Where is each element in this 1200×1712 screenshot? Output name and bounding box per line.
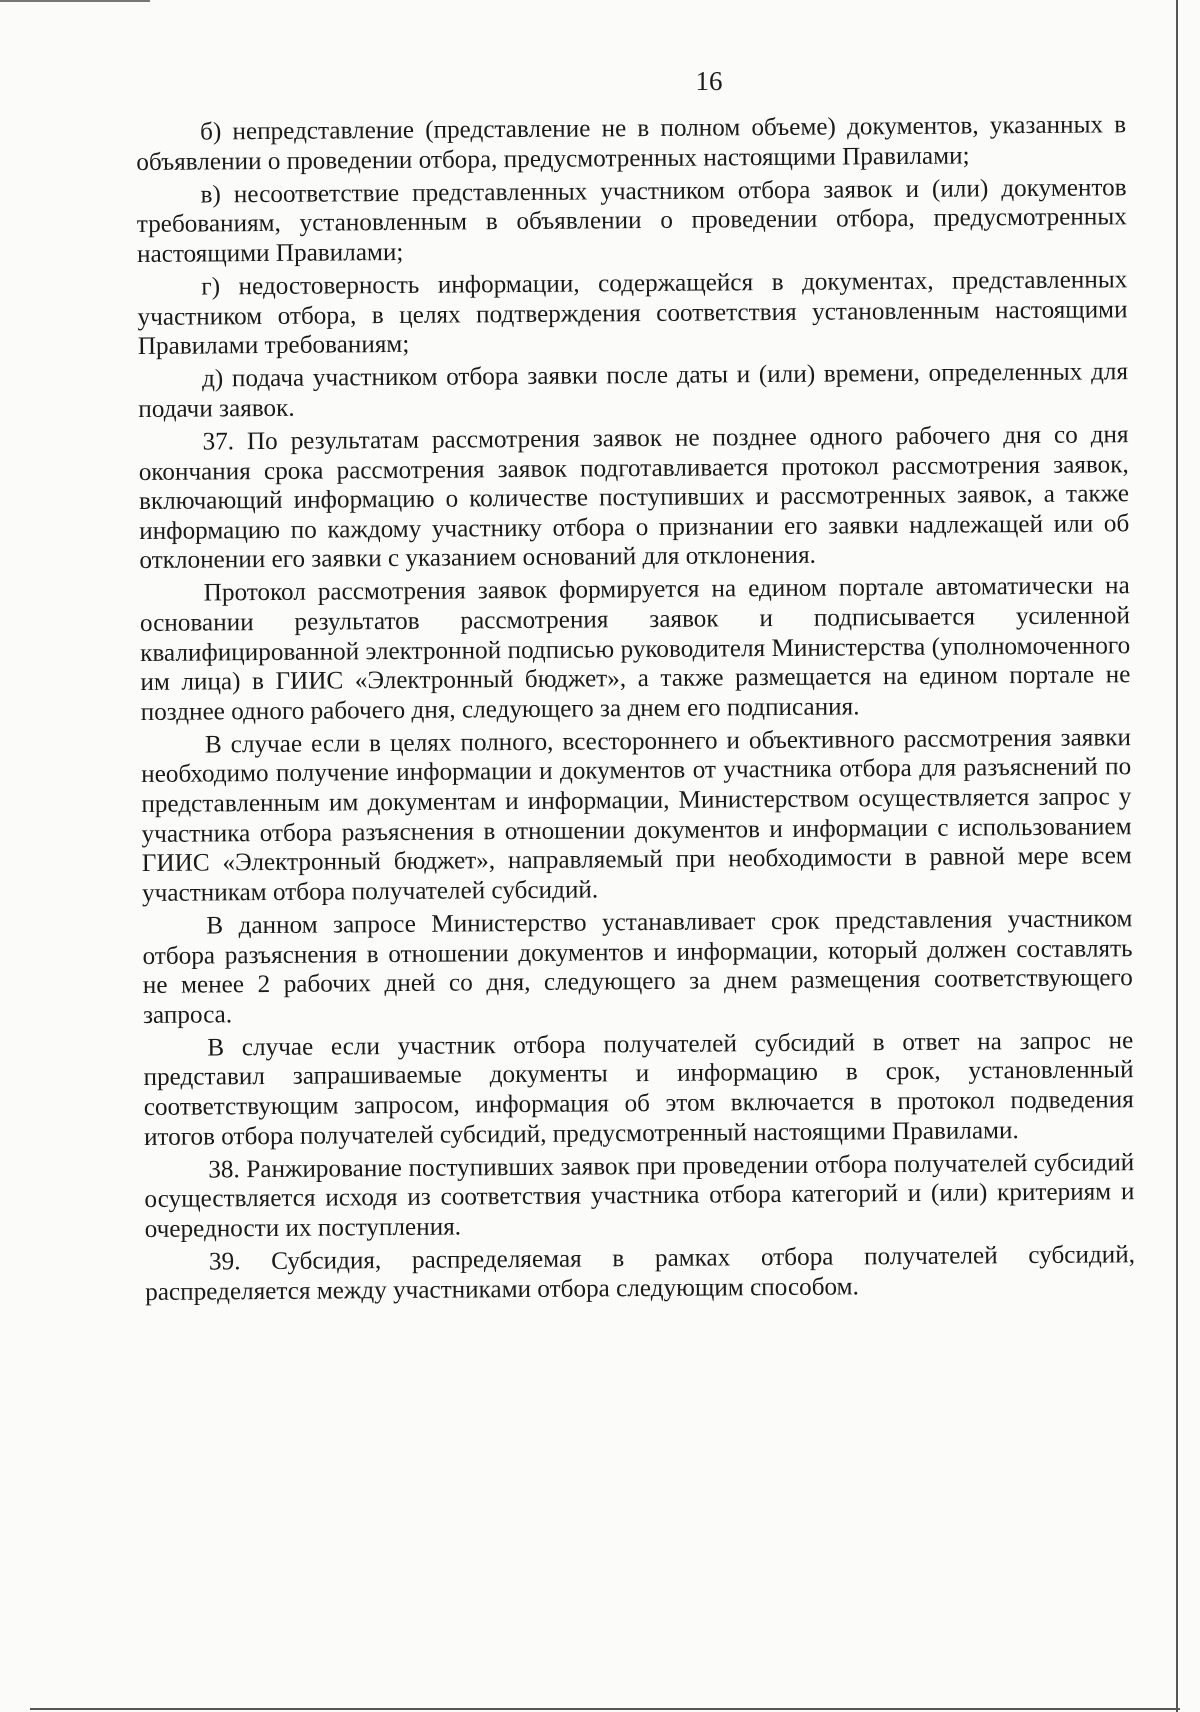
paragraph-protocol: Протокол рассмотрения заявок формируется на едином портале автоматически на основании результатов рассмотрения заявок и подписывается усиленной квалифицированной электронной подписью руководителя Министерства (уполномоченного им лица) в ГИИС «Электронный бюджет», а также размещается на едином портале не позднее одного рабочего дня, следующего за днем его подписания.	[139, 572, 1131, 726]
document-body	[136, 110, 1135, 1307]
paragraph-request-deadline: В данном запросе Министерство устанавливает срок представления участником отбора разъяснения в отношении документов и информации, который должен составлять не менее 2 рабочих дней со дня, следующего за днем размещения соответствующего запроса.	[142, 905, 1133, 1029]
paragraph-item-b: б) непредставление (представление не в полном объеме) документов, указанных в объявлении о проведении отбора, предусмотренных настоящими Правилами;	[136, 111, 1127, 176]
paragraph-clause-37: 37. По результатам рассмотрения заявок не позднее одного рабочего дня со дня окончания срока рассмотрения заявок подготавливается протокол рассмотрения заявок, включающий информацию о количестве поступивших и рассмотренных заявок, а также информацию по каждому участнику отбора о признании его заявки надлежащей или об отклонении его заявки с указанием оснований для отклонения.	[138, 421, 1130, 575]
scan-edge-top	[0, 0, 150, 2]
paragraph-item-d: д) подача участником отбора заявки после даты и (или) времени, определенных для подачи заявок.	[138, 358, 1129, 423]
paragraph-item-g: г) недостоверность информации, содержащейся в документах, представленных участником отбора, в целях подтверждения соответствия установленным настоящими Правилами требованиям;	[137, 266, 1128, 361]
paragraph-item-v: в) несоответствие представленных участником отбора заявок и (или) документов требованиям, установленным в объявлении о проведении отбора, предусмотренных настоящими Правилами;	[136, 173, 1127, 268]
paragraph-clarification-request: В случае если в целях полного, всестороннего и объективного рассмотрения заявки необходимо получение информации и документов от участника отбора для разъяснений по представленным им документам и информации, Министерством осуществляется запрос у участника отбора разъяснения в отношении документов и информации с использованием ГИИС «Электронный бюджет», направляемый при необходимости в равной мере всем участникам отбора получателей субсидий.	[141, 724, 1132, 907]
scan-edge-right	[1176, 0, 1178, 1712]
paragraph-clause-38: 38. Ранжирование поступивших заявок при проведении отбора получателей субсидий осуществляется исходя из соответствия участника отбора категорий и (или) критериям и очередности их поступления.	[144, 1148, 1135, 1243]
scan-edge-bottom	[30, 1708, 1180, 1710]
paragraph-clause-39: 39. Субсидия, распределяемая в рамках отбора получателей субсидий, распределяется между участниками отбора следующим способом.	[145, 1241, 1136, 1306]
paragraph-no-response: В случае если участник отбора получателей субсидий в ответ на запрос не представил запрашиваемые документы и информацию в срок, установленный соответствующим запросом, информация об этом включается в протокол подведения итогов отбора получателей субсидий, предусмотренный настоящими Правилами.	[143, 1027, 1134, 1151]
page-number: 16	[695, 66, 723, 96]
